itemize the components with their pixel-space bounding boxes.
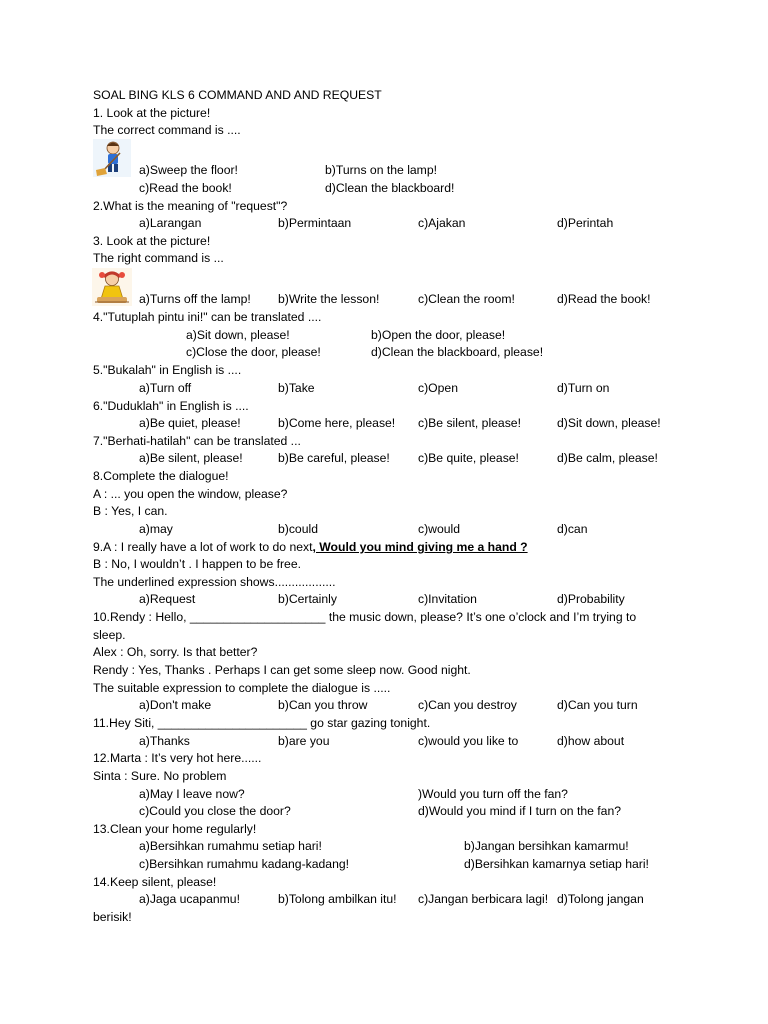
- q8-options-row: [93, 521, 693, 539]
- q3-options-row: [93, 291, 693, 309]
- q11-option-c[interactable]: c)would you like to: [418, 734, 519, 748]
- q12-option-b[interactable]: )Would you turn off the fan?: [418, 787, 568, 801]
- q13-options-row-2: [93, 856, 693, 874]
- q5-option-d[interactable]: d)Turn on: [557, 381, 610, 395]
- q2-question: 2.What is the meaning of "request"?: [93, 199, 288, 213]
- q11-options-row: [93, 733, 693, 751]
- q7-options-row: [93, 450, 693, 468]
- q4-option-b[interactable]: b)Open the door, please!: [371, 328, 506, 342]
- q9-question-text: 9.A : I really have a lot of work to do next: [93, 540, 313, 554]
- q2-option-c[interactable]: c)Ajakan: [418, 216, 466, 230]
- q4-options-row-1: [93, 327, 693, 345]
- q9-option-a[interactable]: a)Request: [139, 592, 196, 606]
- q5-question: 5."Bukalah" in English is ....: [93, 363, 242, 377]
- q12-question: 12.Marta : It’s very hot here......: [93, 751, 262, 765]
- q5-options-row: [93, 380, 693, 398]
- q10-option-b[interactable]: b)Can you throw: [278, 698, 368, 712]
- q14-question: 14.Keep silent, please!: [93, 875, 217, 889]
- q11-question: 11.Hey Siti, ______________________ go star gazing tonight.: [93, 716, 431, 730]
- q4-option-d[interactable]: d)Clean the blackboard, please!: [371, 345, 544, 359]
- q3-option-b[interactable]: b)Write the lesson!: [278, 292, 380, 306]
- q9-option-c[interactable]: c)Invitation: [418, 592, 477, 606]
- q6-question: 6."Duduklah" in English is ....: [93, 399, 249, 413]
- q12-options-row-2: [93, 803, 693, 821]
- q3-option-d[interactable]: d)Read the book!: [557, 292, 651, 306]
- q2-option-a[interactable]: a)Larangan: [139, 216, 202, 230]
- q6-option-d[interactable]: d)Sit down, please!: [557, 416, 661, 430]
- q11-option-b[interactable]: b)are you: [278, 734, 330, 748]
- q7-option-a[interactable]: a)Be silent, please!: [139, 451, 243, 465]
- q7-option-d[interactable]: d)Be calm, please!: [557, 451, 658, 465]
- q13-options-row-1: [93, 838, 693, 856]
- q12-option-c[interactable]: c)Could you close the door?: [139, 804, 291, 818]
- q10-option-a[interactable]: a)Don't make: [139, 698, 212, 712]
- q2-option-b[interactable]: b)Permintaan: [278, 216, 352, 230]
- q12-option-d[interactable]: d)Would you mind if I turn on the fan?: [418, 804, 622, 818]
- q8-dialogue-b: B : Yes, I can.: [93, 504, 168, 518]
- q7-option-b[interactable]: b)Be careful, please!: [278, 451, 390, 465]
- q13-option-d[interactable]: d)Bersihkan kamarnya setiap hari!: [464, 857, 649, 871]
- q9-dialogue-b: B : No, I wouldn’t . I happen to be free.: [93, 557, 301, 571]
- q11-option-d[interactable]: d)how about: [557, 734, 625, 748]
- q14-option-d[interactable]: d)Tolong jangan: [557, 892, 644, 906]
- q1-options-row-1: [93, 162, 693, 180]
- q5-option-a[interactable]: a)Turn off: [139, 381, 192, 395]
- q11-option-a[interactable]: a)Thanks: [139, 734, 190, 748]
- q1-option-d[interactable]: d)Clean the blackboard!: [325, 181, 455, 195]
- q6-options-row: [93, 415, 693, 433]
- q7-option-c[interactable]: c)Be quite, please!: [418, 451, 519, 465]
- q1-option-a[interactable]: a)Sweep the floor!: [139, 163, 238, 177]
- q2-options-row: [93, 215, 693, 233]
- q12-dialogue-sinta: Sinta : Sure. No problem: [93, 769, 227, 783]
- q9-prompt: The underlined expression shows..................: [93, 575, 336, 589]
- q1-prompt: The correct command is ....: [93, 123, 241, 137]
- q8-option-d[interactable]: d)can: [557, 522, 588, 536]
- document-title: SOAL BING KLS 6 COMMAND AND AND REQUEST: [93, 88, 382, 102]
- q14-option-d-cont: berisik!: [93, 910, 132, 924]
- q4-option-a[interactable]: a)Sit down, please!: [186, 328, 290, 342]
- q8-dialogue-a: A : ... you open the window, please?: [93, 487, 288, 501]
- q13-question: 13.Clean your home regularly!: [93, 822, 257, 836]
- q1-option-b[interactable]: b)Turns on the lamp!: [325, 163, 437, 177]
- q1-question: 1. Look at the picture!: [93, 106, 211, 120]
- q8-question: 8.Complete the dialogue!: [93, 469, 229, 483]
- q6-option-b[interactable]: b)Come here, please!: [278, 416, 396, 430]
- q2-option-d[interactable]: d)Perintah: [557, 216, 614, 230]
- q13-option-a[interactable]: a)Bersihkan rumahmu setiap hari!: [139, 839, 322, 853]
- q10-dialogue-rendy: Rendy : Yes, Thanks . Perhaps I can get some sleep now. Good night.: [93, 663, 471, 677]
- q3-question: 3. Look at the picture!: [93, 234, 211, 248]
- q10-prompt: The suitable expression to complete the dialogue is .....: [93, 681, 391, 695]
- q10-options-row: [93, 697, 693, 715]
- q10-option-d[interactable]: d)Can you turn: [557, 698, 638, 712]
- q3-option-a[interactable]: a)Turns off the lamp!: [139, 292, 251, 306]
- q12-option-a[interactable]: a)May I leave now?: [139, 787, 245, 801]
- q10-dialogue-alex: Alex : Oh, sorry. Is that better?: [93, 645, 258, 659]
- q6-option-c[interactable]: c)Be silent, please!: [418, 416, 521, 430]
- q9-option-d[interactable]: d)Probability: [557, 592, 625, 606]
- q9-option-b[interactable]: b)Certainly: [278, 592, 337, 606]
- q9-underlined-expression: , Would you mind giving me a hand ?: [312, 540, 528, 554]
- q14-option-b[interactable]: b)Tolong ambilkan itu!: [278, 892, 397, 906]
- q10-question: 10.Rendy : Hello, ____________________ the music down, please? It’s one o’clock and I’m trying to: [93, 610, 637, 624]
- q7-question: 7."Berhati-hatilah" can be translated ...: [93, 434, 301, 448]
- q9-question: [93, 539, 693, 557]
- q5-option-b[interactable]: b)Take: [278, 381, 315, 395]
- q12-options-row-1: [93, 786, 693, 804]
- q6-option-a[interactable]: a)Be quiet, please!: [139, 416, 241, 430]
- q8-option-c[interactable]: c)would: [418, 522, 460, 536]
- q5-option-c[interactable]: c)Open: [418, 381, 458, 395]
- q13-option-c[interactable]: c)Bersihkan rumahmu kadang-kadang!: [139, 857, 350, 871]
- q1-option-c[interactable]: c)Read the book!: [139, 181, 232, 195]
- q14-option-a[interactable]: a)Jaga ucapanmu!: [139, 892, 240, 906]
- q3-prompt: The right command is ...: [93, 251, 224, 265]
- q1-options-row-2: [93, 180, 693, 198]
- q8-option-b[interactable]: b)could: [278, 522, 318, 536]
- q3-option-c[interactable]: c)Clean the room!: [418, 292, 515, 306]
- q4-option-c[interactable]: c)Close the door, please!: [186, 345, 321, 359]
- q8-option-a[interactable]: a)may: [139, 522, 173, 536]
- q14-options-row: [93, 891, 693, 909]
- q13-option-b[interactable]: b)Jangan bersihkan kamarmu!: [464, 839, 629, 853]
- q9-options-row: [93, 591, 693, 609]
- q4-question: 4."Tutuplah pintu ini!" can be translated ....: [93, 310, 322, 324]
- q14-option-c[interactable]: c)Jangan berbicara lagi!: [418, 892, 549, 906]
- q10-option-c[interactable]: c)Can you destroy: [418, 698, 517, 712]
- q4-options-row-2: [93, 344, 693, 362]
- q10-question-cont: sleep.: [93, 628, 126, 642]
